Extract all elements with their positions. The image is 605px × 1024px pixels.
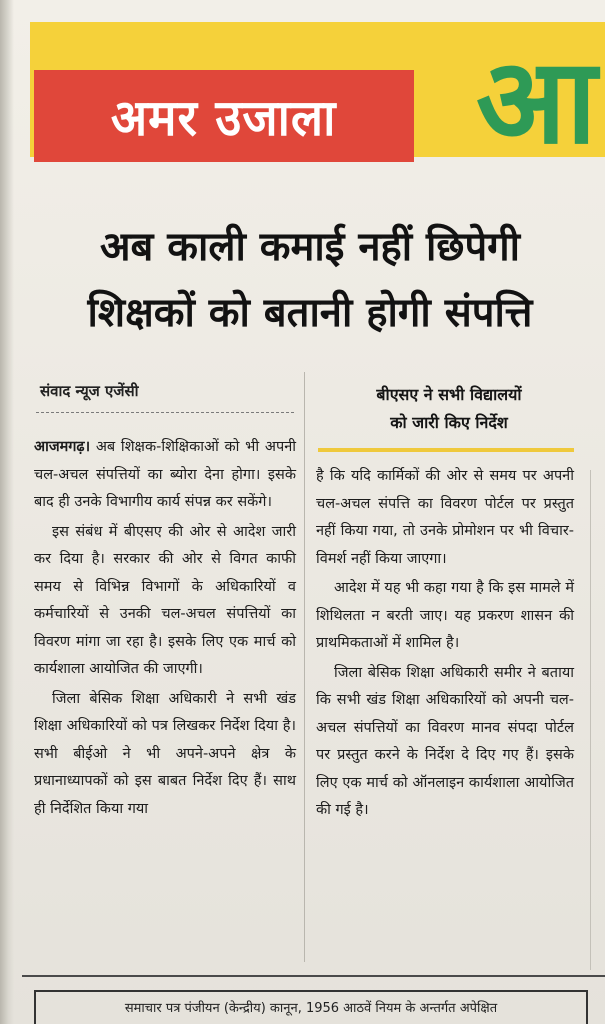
article-column-left <box>34 434 296 825</box>
byline-divider <box>36 412 294 413</box>
masthead-name: अमर उजाला <box>111 89 337 147</box>
masthead-logo <box>34 70 414 162</box>
headline-line-2: शिक्षकों को बतानी होगी संपत्ति <box>87 290 533 336</box>
adjacent-column-edge <box>590 470 605 970</box>
headline-line-1: अब काली कमाई नहीं छिपेगी <box>99 224 521 270</box>
article-paragraph: जिला बेसिक शिक्षा अधिकारी समीर ने बताया कि सभी खंड शिक्षा अधिकारियों को अपनी चल-अचल संपत्तियों का विवरण मानव संपदा पोर्टल पर प्रस्तुत करने के निर्देश दे दिए गए हैं। इसके लिए एक मार्च को ऑनलाइन कार्यशाला आयोजित की गई है। <box>316 664 574 818</box>
article-paragraph: आदेश में यह भी कहा गया है कि इस मामले में शिथिलता न बरती जाए। यह प्रकरण शासन की प्राथमिकताओं में शामिल है। <box>316 580 574 651</box>
sub-headline <box>318 381 580 437</box>
article-column-right <box>316 463 574 827</box>
page-shadow <box>0 0 14 1024</box>
article-text: अब शिक्षक-शिक्षिकाओं को भी अपनी चल-अचल संपत्तियों का ब्योरा देना होगा। इसके बाद ही उनके विभागीय कार्य संपन्न कर सकेंगे। <box>34 439 296 510</box>
dateline: आजमगढ़। <box>34 439 91 455</box>
column-divider <box>304 372 305 962</box>
footer-divider <box>22 975 605 977</box>
sub-headline-line-2: को जारी किए निर्देश <box>390 413 508 432</box>
masthead-big-letter <box>470 60 605 170</box>
article-paragraph: जिला बेसिक शिक्षा अधिकारी ने सभी खंड शिक्षा अधिकारियों को पत्र लिखकर निर्देश दिया है। सभी बीईओ ने भी अपने-अपने क्षेत्र के प्रधानाध्यापकों को इस बाबत निर्देश दिए हैं। साथ ही निर्देशित किया गया <box>34 690 296 817</box>
article-paragraph: है कि यदि कार्मिकों की ओर से समय पर अपनी चल-अचल संपत्ति का विवरण पोर्टल पर प्रस्तुत नहीं किया गया, तो उनके प्रोमोशन पर भी विचार-विमर्श नहीं किया जाएगा। <box>316 468 574 567</box>
byline: संवाद न्यूज एजेंसी <box>40 382 139 400</box>
headline <box>30 214 590 346</box>
article-paragraph <box>34 434 296 517</box>
masthead-big-letter-text: आ <box>476 60 597 170</box>
sub-headline-line-1: बीएसए ने सभी विद्यालयों <box>376 385 522 404</box>
footer-notice: समाचार पत्र पंजीयन (केन्द्रीय) कानून, 1956 आठवें नियम के अन्तर्गत अपेक्षित <box>124 1001 498 1016</box>
sub-headline-underline <box>318 448 574 452</box>
article-paragraph: इस संबंध में बीएसए की ओर से आदेश जारी कर दिया है। सरकार की ओर से विगत काफी समय से विभिन्न विभागों के अधिकारियों व कर्मचारियों से उनकी चल-अचल संपत्तियों का विवरण मांगा जा रहा है। इसके लिए एक मार्च को कार्यशाला आयोजित की जाएगी। <box>34 523 296 677</box>
